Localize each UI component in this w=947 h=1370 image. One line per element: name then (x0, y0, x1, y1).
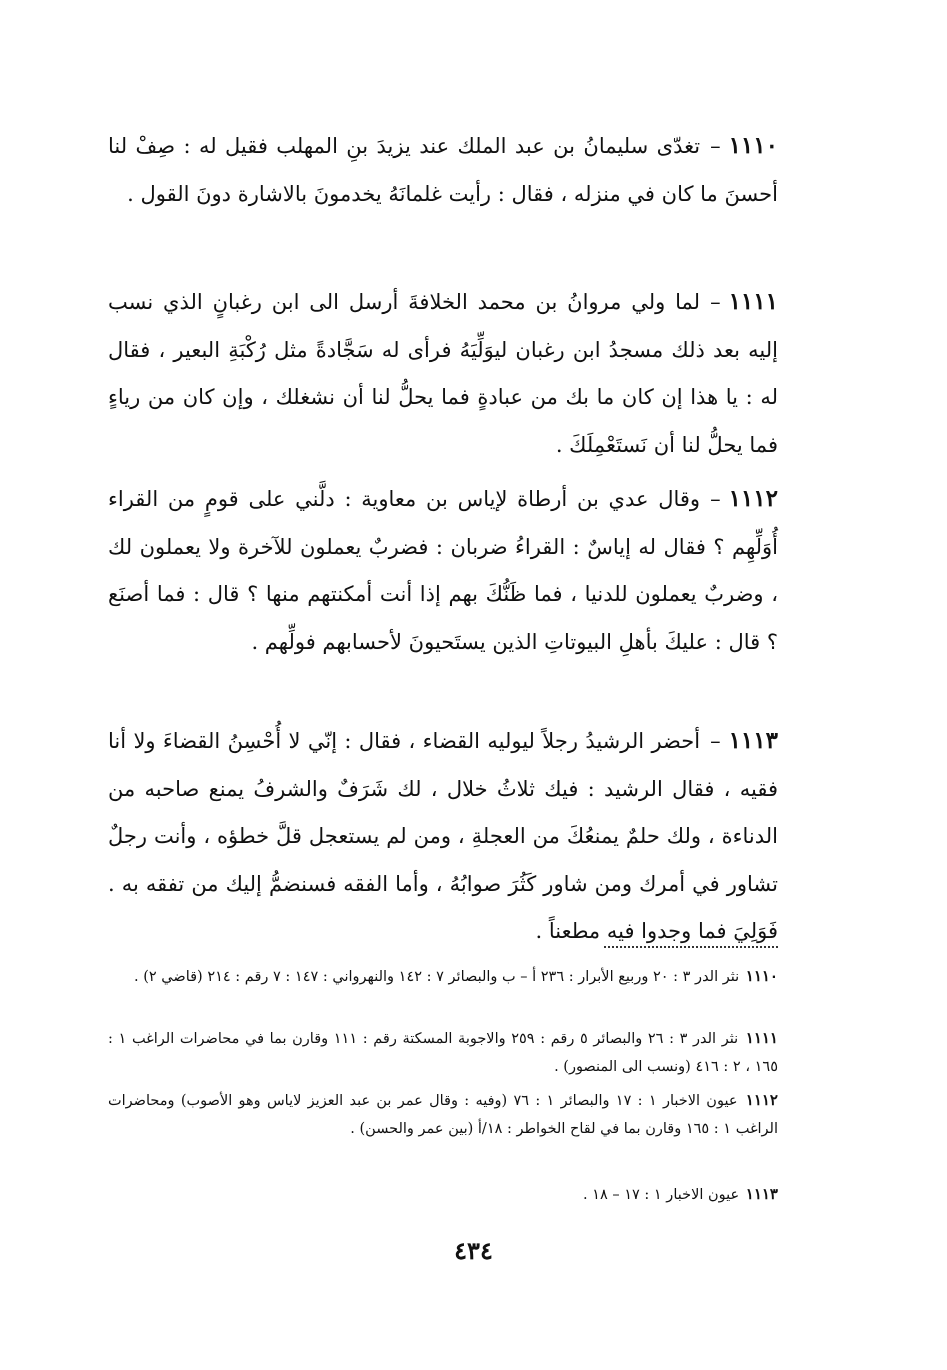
footnote-1110 (108, 962, 778, 991)
footnote-1112 (108, 1086, 778, 1143)
entry-1111 (108, 278, 778, 469)
entry-paragraph (108, 475, 778, 666)
footnote-number: ١١١٠ (745, 967, 778, 985)
entry-text: أحضر الرشيدُ رجلاً ليوليه القضاء ، فقال : إنّي لا أُحْسِنُ القضاءَ ولا أنا فقيه ، فقال الرشيد : فيك ثلاثُ خلال ، لك شَرَفٌ والشرفُ يمنع صاحبه من الدناءة ، ولك حلمٌ يمنعُكَ من العجلةِ ، ومن لم يستعجل قلَّ خطؤه ، وأنت رجلٌ تشاور في أمرك ومن شاور كَثُرَ صوابُهُ ، وأما الفقه فسنضمُّ إليك من تفقه به . فَوَلِيَ فما وجدوا فيه مطعناً . (108, 729, 778, 943)
footnote-separator (604, 946, 778, 948)
entry-paragraph (108, 717, 778, 956)
footnote-number: ١١١٣ (745, 1185, 778, 1203)
entry-1113 (108, 717, 778, 956)
footnote-number: ١١١١ (745, 1029, 778, 1047)
footnote-text: عيون الاخبار ١ : ١٧ – ١٨ . (582, 1187, 740, 1203)
entry-paragraph (108, 278, 778, 469)
entry-1110 (108, 122, 778, 218)
footnote-1113 (108, 1180, 778, 1209)
entry-dash: – (710, 134, 721, 158)
footnote-paragraph (108, 1180, 778, 1209)
entry-number: ١١١٣ (728, 727, 778, 754)
entry-paragraph (108, 122, 778, 218)
entry-dash: – (710, 487, 721, 511)
footnote-number: ١١١٢ (745, 1091, 778, 1109)
footnote-paragraph (108, 1086, 778, 1143)
entry-number: ١١١١ (728, 288, 778, 315)
entry-dash: – (710, 290, 721, 314)
page-number: ٤٣٤ (454, 1236, 493, 1265)
entry-number: ١١١٠ (728, 132, 778, 159)
footnote-text: عيون الاخبار ١ : ١٧ والبصائر ١ : ٧٦ (وفيه : وقال عمر بن عبد العزيز لاياس وهو الأصوب) ومحاضرات الراغب ١ : ١٦٥ وقارن بما في لقاح الخواطر : ١٨/أ (بين عمر والحسن) . (108, 1093, 778, 1137)
entry-text: وقال عدي بن أرطاة لإياس بن معاوية : دلَّني على قومٍ من القراء أُوَلِّهِم ؟ فقال له إياسٌ : القراءُ ضربان : فضربٌ يعملون للآخرة ولا يعملون لك ، وضربٌ يعملون للدنيا ، فما ظَنُّكَ بهم إذا أنت أمكنتهم منها ؟ قال : فما أصنَع ؟ قال : عليكَ بأهلِ البيوتاتِ الذين يستَحيونَ لأحسابهم فولِّهم . (108, 487, 778, 654)
entry-1112 (108, 475, 778, 666)
footnote-text: نثر الدر ٣ : ٢٦ والبصائر ٥ رقم : ٢٥٩ والاجوبة المسكتة رقم : ١١١ وقارن بما في محاضرات الراغب ١ : ١٦٥ ، ٢ : ٤١٦ (ونسب الى المنصور) . (108, 1031, 778, 1075)
entry-text: لما ولي مروانُ بن محمد الخلافةَ أرسل الى ابن رغبانٍ الذي نسب إليه بعد ذلك مسجدُ ابن رغبان ليوَلِّيَهُ فرأى له سَجَّادةً مثل رُكْبَةِ البعير ، فقال له : يا هذا إن كان ما بك من عبادةٍ فما يحلُّ لنا أن نشغلك ، وإن كان من رياءٍ فما يحلُّ لنا أن نَستَعْمِلَكَ . (108, 290, 778, 457)
footnote-paragraph (108, 1024, 778, 1081)
entry-text: تغدّى سليمانُ بن عبد الملك عند يزيدَ بنِ المهلب فقيل له : صِفْ لنا أحسنَ ما كان في منزله ، فقال : رأيت غلمانَهُ يخدمونَ بالاشارة دونَ القول . (108, 134, 778, 206)
footnote-1111 (108, 1024, 778, 1081)
entry-dash: – (710, 729, 721, 753)
footnote-text: نثر الدر ٣ : ٢٠ وربيع الأبرار : ٢٣٦ أ – ب والبصائر ٧ : ١٤٢ والنهرواني : ١٤٧ : ٧ رقم : ٢١٤ (قاضي ٢) . (134, 969, 740, 985)
entry-number: ١١١٢ (728, 485, 778, 512)
footnote-paragraph (108, 962, 778, 991)
